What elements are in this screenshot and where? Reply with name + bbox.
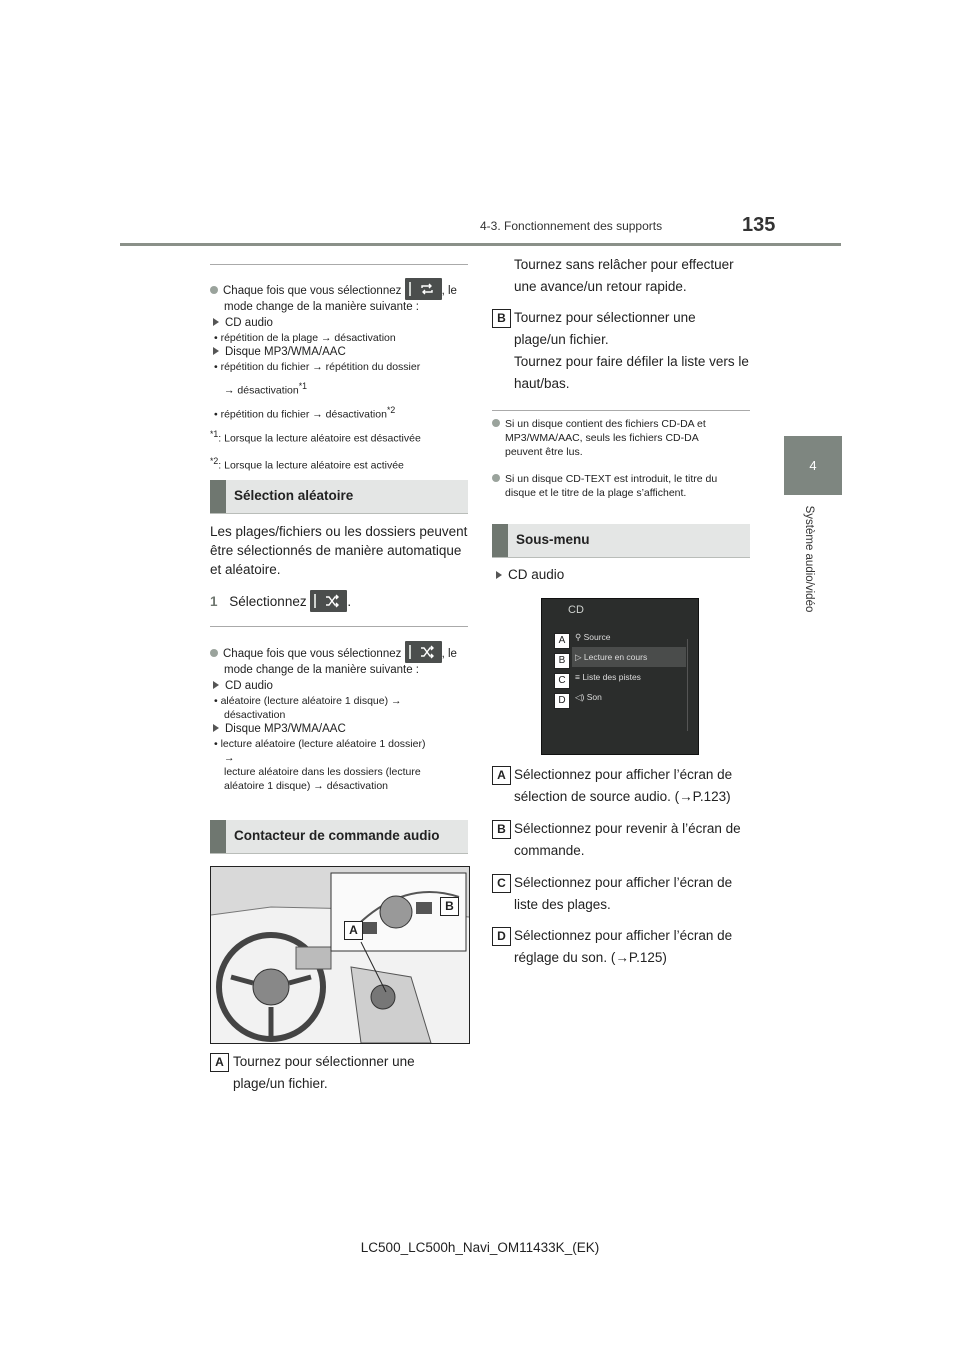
body-line: Sélectionnez pour afficher l’écran de	[514, 928, 733, 943]
manual-footer: LC500_LC500h_Navi_OM11433K_(EK)	[360, 1240, 600, 1255]
callout-a: A	[344, 921, 363, 940]
step-1	[210, 590, 351, 612]
body-line: Tournez pour sélectionner une	[514, 310, 696, 325]
body-line: une avance/un retour rapide.	[514, 279, 687, 294]
cd-audio-label: CD audio	[225, 317, 273, 329]
letter-c-badge: C	[492, 874, 511, 893]
shuffle-mode-item: lecture aléatoire dans les dossiers (lecture	[224, 766, 421, 778]
triangle-icon	[213, 318, 219, 326]
shuffle-note: Chaque fois que vous sélectionnez , le mode change de la manière suivante : CD audio • aléatoire (lecture aléatoire 1 disque) → désactivation Disque MP3/WMA/AAC • lecture aléatoire (lecture aléatoire 1 dossier) → lecture aléatoire dans les dossiers (lecture aléatoire 1 disque) → désactivation	[210, 641, 472, 793]
shuffle-mode-item: aléatoire (lecture aléatoire 1 disque) →	[220, 695, 402, 707]
desc-d	[492, 926, 757, 967]
footnote-ref: *1	[298, 381, 307, 391]
footnote-ref: *2	[386, 404, 396, 415]
desc-a-continued	[492, 255, 757, 296]
chapter-label: Système audio/vidéo	[803, 505, 815, 613]
body-line: Sélectionnez pour afficher l’écran de	[514, 875, 733, 890]
shuffle-button-icon	[405, 641, 442, 663]
section-title: 4-3. Fonctionnement des supports	[480, 219, 663, 233]
menu-label: Son	[586, 692, 602, 702]
menu-item-track-list[interactable]: ≡ Liste des pistes	[575, 672, 641, 682]
heading-text: Sous-menu	[516, 532, 590, 547]
desc-a-left	[210, 1052, 470, 1093]
shuffle-mode-item: lecture aléatoire (lecture aléatoire 1 dossier)	[220, 738, 426, 750]
heading-text: Sélection aléatoire	[234, 488, 354, 503]
letter-b-badge: B	[492, 309, 511, 328]
disc-note-2	[492, 472, 754, 500]
desc-a	[492, 765, 757, 806]
body-line: Sélectionnez pour revenir à l’écran de	[514, 821, 741, 836]
disc-note-1	[492, 417, 754, 459]
random-body	[210, 522, 475, 579]
note-text: Si un disque CD-TEXT est introduit, le titre du	[505, 473, 718, 485]
shuffle-mode-item: aléatoire 1 disque) → désactivation	[224, 780, 389, 792]
body-line: plage/un fichier.	[233, 1076, 328, 1091]
bullet-icon	[210, 649, 218, 657]
repeat-button-icon	[405, 278, 442, 300]
footnote-mark: *2	[210, 455, 219, 466]
bullet-icon	[492, 474, 500, 482]
step-number: 1	[210, 594, 218, 609]
body-line: Tournez sans relâcher pour effectuer	[514, 257, 734, 272]
note-text: disque et le titre de la plage s’affichent.	[505, 487, 687, 499]
note-text: MP3/WMA/AAC, seuls les fichiers CD-DA	[505, 432, 699, 444]
footnote-mark: *1	[210, 429, 219, 439]
menu-label: Lecture en cours	[583, 652, 648, 662]
mp3-label: Disque MP3/WMA/AAC	[225, 346, 346, 358]
note-text: Chaque fois que vous sélectionnez	[223, 285, 402, 297]
desc-c	[492, 873, 757, 914]
body-line: réglage du son. (→P.125)	[514, 950, 667, 965]
screen-letter-a: A	[554, 633, 570, 649]
shuffle-mode-item: →	[224, 752, 235, 764]
letter-d-badge: D	[492, 927, 511, 946]
body-line: Sélectionnez pour afficher l’écran de	[514, 767, 733, 782]
switch-heading	[210, 820, 468, 854]
triangle-icon	[496, 571, 502, 579]
chapter-number: 4	[809, 458, 817, 473]
body-line: Tournez pour faire défiler la liste vers le	[514, 354, 749, 369]
shuffle-mode-item: désactivation	[224, 709, 286, 721]
body-line: être sélectionnés de manière automatique	[210, 543, 462, 558]
body-line: haut/bas.	[514, 376, 570, 391]
note-text: peuvent être lus.	[505, 446, 583, 458]
menu-label: Liste des pistes	[582, 672, 641, 682]
screen-letter-b: B	[554, 653, 570, 669]
callout-b: B	[440, 897, 459, 916]
note-text: Chaque fois que vous sélectionnez	[223, 648, 402, 660]
triangle-icon	[213, 347, 219, 355]
menu-item-source[interactable]: ⚲ Source	[575, 632, 611, 642]
submenu-heading	[492, 524, 750, 558]
body-line: et aléatoire.	[210, 562, 281, 577]
screen-letter-d: D	[554, 693, 570, 709]
body-line: Les plages/fichiers ou les dossiers peuvent	[210, 524, 468, 539]
letter-a-badge: A	[210, 1053, 229, 1072]
note-text: mode change de la manière suivante :	[224, 301, 419, 313]
repeat-mode-item: répétition du fichier → désactivation	[220, 408, 387, 420]
header-rule	[120, 243, 841, 246]
page-number: 135	[742, 214, 776, 236]
menu-item-sound[interactable]: ◁) Son	[575, 692, 602, 702]
step-text: Sélectionnez	[229, 594, 307, 609]
repeat-mode-item: répétition de la plage → désactivation	[220, 332, 396, 344]
mp3-label: Disque MP3/WMA/AAC	[225, 723, 346, 735]
chapter-side-label	[794, 505, 815, 618]
body-line: plage/un fichier.	[514, 332, 609, 347]
letter-a-badge: A	[492, 766, 511, 785]
triangle-icon	[213, 724, 219, 732]
menu-label: Source	[583, 632, 611, 642]
divider	[492, 410, 750, 411]
note-text: Si un disque contient des fichiers CD-DA et	[505, 418, 706, 430]
footnote-text: : Lorsque la lecture aléatoire est activée	[218, 459, 404, 471]
cd-submenu-screen	[541, 598, 699, 755]
note-text: , le	[441, 285, 457, 297]
shuffle-button-icon	[310, 590, 347, 612]
repeat-note: Chaque fois que vous sélectionnez , le mode change de la manière suivante : CD audio • répétition de la plage → désactivation Disque MP3/WMA/AAC • répétition du fichier → répétition du dossier → désactivation$^{*1}$ • répétition du fichier → désactivation$^{*2}$ $^{*1}$: Lorsque la lecture aléatoire est désactivée $^{*2}$: Lorsque la lecture aléatoire est activée	[210, 278, 470, 472]
heading-text: Contacteur de commande audio	[234, 828, 440, 843]
menu-item-now-playing[interactable]: ▷ Lecture en cours	[575, 652, 648, 662]
note-text: , le	[441, 648, 457, 660]
car-interior-illustration	[210, 866, 470, 1044]
bullet-icon	[492, 419, 500, 427]
body-line: Tournez pour sélectionner une	[233, 1054, 415, 1069]
cd-audio-label: CD audio	[508, 567, 565, 582]
step-end: .	[347, 594, 352, 609]
random-heading	[210, 480, 468, 514]
body-line: liste des plages.	[514, 897, 611, 912]
cd-audio-label: CD audio	[225, 680, 273, 692]
desc-b	[492, 819, 757, 860]
body-line: commande.	[514, 843, 585, 858]
divider	[210, 626, 468, 627]
triangle-icon	[213, 681, 219, 689]
note-text: mode change de la manière suivante :	[224, 664, 419, 676]
footnote-text: : Lorsque la lecture aléatoire est désactivée	[218, 432, 421, 445]
desc-b-dial	[492, 308, 757, 393]
chapter-tab	[784, 436, 842, 495]
bullet-icon	[210, 286, 218, 294]
letter-b-badge: B	[492, 820, 511, 839]
body-line: sélection de source audio. (→P.123)	[514, 789, 731, 804]
repeat-mode-item: → désactivation	[224, 384, 299, 397]
screen-letter-c: C	[554, 673, 570, 689]
divider	[210, 264, 468, 265]
repeat-mode-item: répétition du fichier → répétition du dossier	[220, 361, 421, 373]
screen-title: CD	[568, 604, 584, 616]
submenu-cd-audio	[496, 565, 564, 584]
